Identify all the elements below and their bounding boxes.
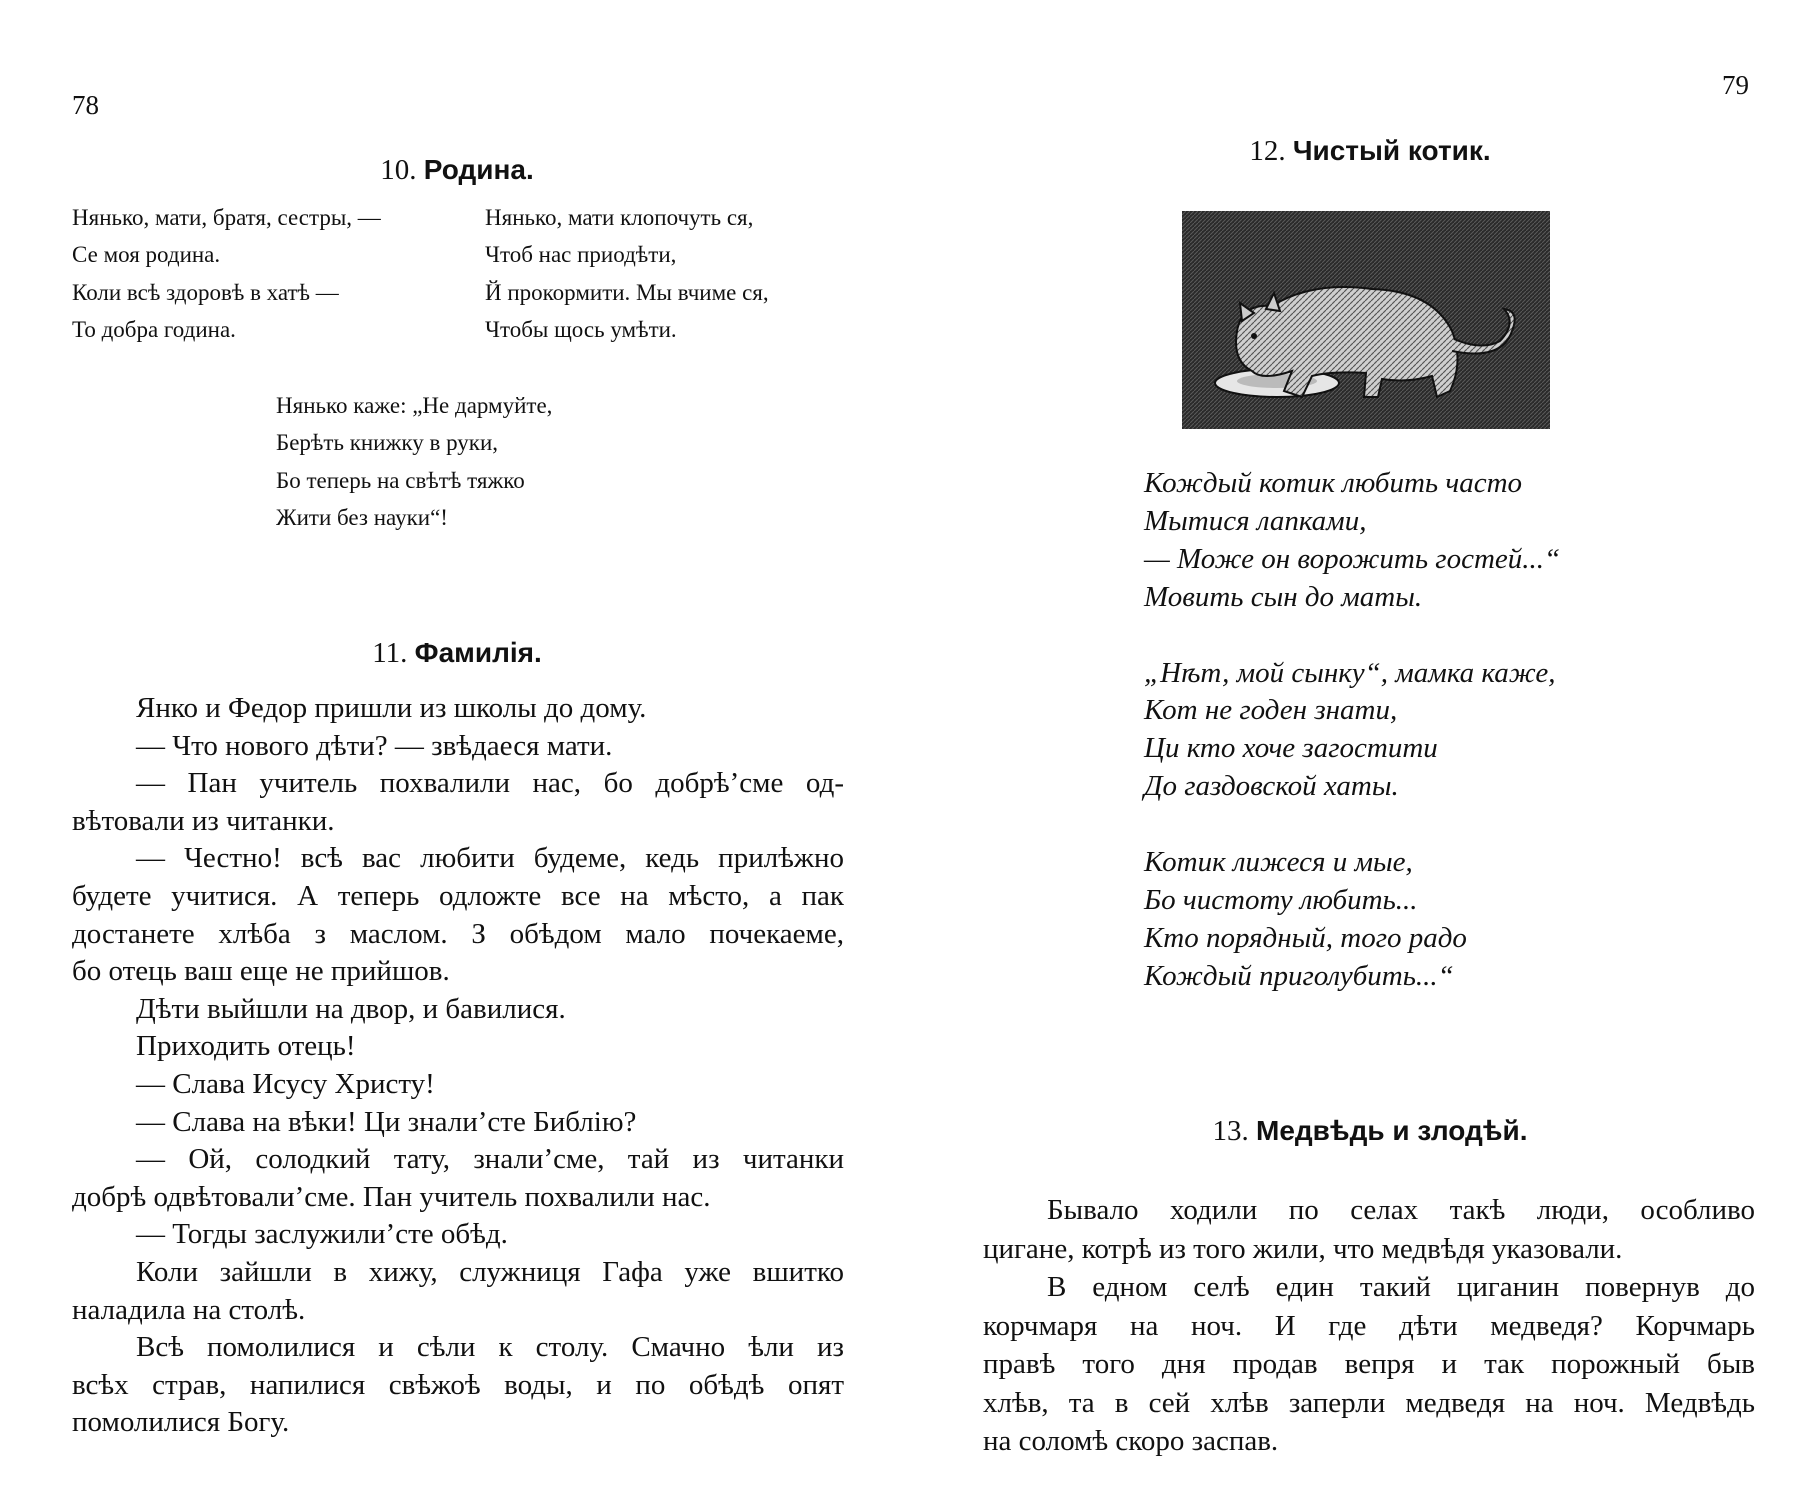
verse-line: Се моя родина.	[72, 242, 221, 268]
paragraph-line: — Тогды заслужили’сте обѣд.	[136, 1218, 508, 1251]
paragraph-line: В едном селѣ един такий циганин повернув до	[1047, 1271, 1755, 1303]
paragraph-line: Бывало ходили по селах такѣ люди, особливо	[1047, 1194, 1755, 1226]
paragraph-line: корчмаря на ноч. И где дѣти медведя? Корчмарь	[983, 1309, 1755, 1342]
paragraph-line: Всѣ помолилися и сѣли к столу. Смачно ѣли из	[136, 1331, 844, 1364]
paragraph-line: — Что нового дѣти? — звѣдаеся мати.	[136, 729, 613, 762]
section-number: 11.	[372, 637, 408, 669]
section-title: Медвѣдь и злодѣй.	[1256, 1115, 1528, 1146]
paragraph-line: — Честно! всѣ вас любити будеме, кедь прилѣжно	[136, 842, 844, 875]
poem-10-left-column	[72, 199, 381, 348]
paragraph-line: добрѣ одвѣтовали’сме. Пан учитель похвалили нас.	[72, 1180, 711, 1213]
section-title: Родина.	[423, 154, 534, 185]
poem-10-right-column	[485, 199, 769, 348]
section-number: 13.	[1212, 1115, 1249, 1147]
story-11-heading	[372, 637, 542, 670]
verse-line: Нянько каже: „Не дармуйте,	[276, 393, 553, 418]
section-title: Чистый котик.	[1292, 135, 1491, 166]
paragraph-line: Янко и Федор пришли из школы до дому.	[136, 692, 647, 724]
paragraph-line: будете учитися. А теперь одложте все на мѣсто, а пак	[72, 879, 844, 912]
verse-line: Бо чистоту любить...	[1144, 883, 1418, 916]
verse-line: То добра година.	[72, 316, 236, 342]
paragraph-line: Коли зайшли в хижу, служниця Гафа уже вшитко	[136, 1255, 844, 1288]
paragraph-line: хлѣв, та в сей хлѣв заперли медведя на ноч. Медвѣдь	[983, 1386, 1755, 1419]
section-title: Фамилія.	[414, 637, 542, 668]
stanza	[1144, 844, 1560, 996]
paragraph-line: бо отець ваш еще не прийшов.	[72, 955, 450, 988]
verse-line: Чтоб нас приодѣти,	[485, 242, 677, 268]
verse-line: Кто порядный, того радо	[1144, 921, 1467, 954]
verse-line: Мытися лапками,	[1144, 504, 1367, 537]
verse-line: До газдовской хаты.	[1144, 770, 1399, 803]
verse-line: Кождый приголубить...“	[1144, 959, 1454, 992]
story-13-heading	[1213, 1115, 1528, 1148]
section-number: 12.	[1249, 135, 1286, 167]
verse-line: Жити без науки“!	[276, 504, 448, 530]
stanza	[1144, 655, 1560, 807]
poem-12-heading	[1249, 135, 1490, 168]
verse-line: Ци кто хоче загостити	[1144, 732, 1438, 765]
paragraph-line: всѣх страв, напилися свѣжоѣ воды, и по обѣдѣ опят	[72, 1368, 844, 1401]
paragraph-line: Дѣти выйшли на двор, и бавилися.	[136, 992, 566, 1025]
paragraph-line: Приходить отець!	[136, 1030, 356, 1063]
paragraph-line: достанете хлѣба з маслом. З обѣдом мало почекаеме,	[72, 917, 844, 950]
verse-line: Й прокормити. Мы вчиме ся,	[485, 279, 769, 305]
poem-12-text	[1144, 465, 1560, 1034]
verse-line: Берѣть книжку в руки,	[276, 430, 499, 456]
verse-line: Чтобы щось умѣти.	[485, 316, 677, 342]
paragraph-line: наладила на столѣ.	[72, 1293, 306, 1326]
paragraph-line: на соломѣ скоро заспав.	[983, 1425, 1279, 1457]
section-number: 10.	[380, 154, 417, 186]
verse-line: „Нѣт, мой сынку“, мамка каже,	[1144, 656, 1556, 689]
paragraph-line: цигане, котрѣ из того жили, что медвѣдя указовали.	[983, 1232, 1623, 1265]
cat-illustration	[1182, 211, 1550, 429]
stanza	[1144, 465, 1560, 617]
page-number-right: 79	[1722, 70, 1749, 100]
verse-line: Коли всѣ здоровѣ в хатѣ —	[72, 279, 339, 305]
verse-line: Нянько, мати клопочуть ся,	[485, 205, 754, 230]
poem-10-stanza	[276, 387, 552, 536]
paragraph-line: — Слава Исусу Христу!	[136, 1067, 435, 1100]
paragraph-line: вѣтовали из читанки.	[72, 804, 335, 837]
page-number-left: 78	[72, 90, 99, 120]
verse-line: Бо теперь на свѣтѣ тяжко	[276, 467, 525, 493]
poem-10-heading	[380, 154, 533, 187]
paragraph-line: — Пан учитель похвалили нас, бо добрѣ’сме од-	[136, 767, 844, 800]
verse-line: — Може он ворожить гостей...“	[1144, 542, 1561, 575]
verse-line: Кождый котик любить часто	[1144, 467, 1523, 499]
verse-line: Кот не годен знати,	[1144, 694, 1398, 727]
paragraph-line: — Слава на вѣки! Ци знали’сте Библію?	[136, 1105, 637, 1138]
story-11-text	[72, 690, 844, 1442]
paragraph-line: помолилися Богу.	[72, 1406, 290, 1439]
verse-line: Мовить сын до маты.	[1144, 580, 1423, 613]
verse-line: Котик лижеся и мые,	[1144, 846, 1413, 879]
paragraph-line: правѣ того дня продав вепря и так порожный быв	[983, 1348, 1755, 1380]
story-13-text	[983, 1191, 1755, 1461]
paragraph-line: — Ой, солодкий тату, знали’сме, тай из читанки	[136, 1143, 844, 1176]
verse-line: Нянько, мати, братя, сестры, —	[72, 205, 381, 230]
